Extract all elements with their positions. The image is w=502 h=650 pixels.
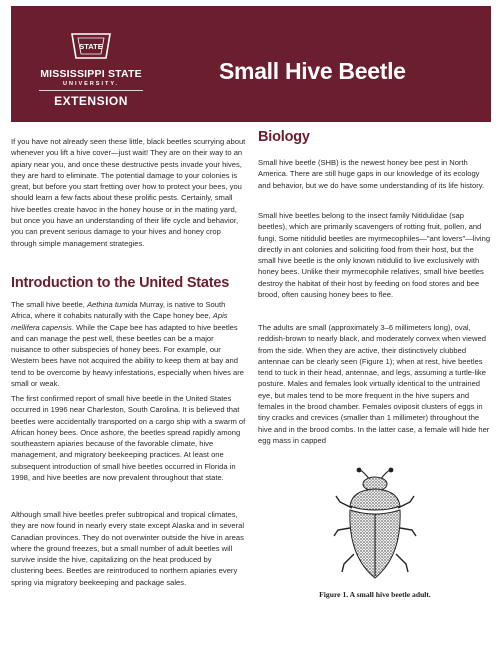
header-banner	[0, 0, 502, 126]
taxonomy-paragraph: Small hive beetles belong to the insect family Nitidulidae (sap beetles), which are primarily scavengers of rotting fruit, pollen, and fungi. Some nitidulid beetles are myrmecophiles—"ant lovers"—living directly in ant colonies and soliciting food from their host, but the small hive beetle is the only known nitidulid to live exclusively with honey bees. Unlike their myrmecophile relatives, small hive beetles destroy the habitat of their host by feeding on food stores and bee brood, often causing honey bees to flee.	[258, 211, 491, 300]
msu-logo-icon	[68, 32, 114, 60]
figure-caption: Figure 1. A small hive beetle adult.	[319, 590, 431, 599]
document-title: Small Hive Beetle	[219, 58, 406, 84]
beetle-illustration-icon	[330, 466, 420, 586]
intro-us-heading: Introduction to the United States	[11, 275, 230, 291]
header-background	[11, 6, 491, 122]
logo-university-text: UNIVERSITY.	[63, 81, 119, 87]
intro-paragraph: If you have not already seen these little, black beetles scurrying about whenever you lift a hive cover—just wait! They are on their way to an apiary near you, and once these destructive pests invade your hives, they are hard to eliminate. The potential damage to your colonies is great, but before you start fretting over how to protect your bees, you should learn a few facts about these prolific pests. Certainly, small hive beetles create havoc in the honey house or in the mating yard, but once you have an understanding of their life cycle and behavior, you can prevent serious damage to your hives and honey crop through simple management strategies.	[11, 137, 246, 248]
us-report-paragraph: The first confirmed report of small hive beetle in the United States occurred in 1996 near Charleston, South Carolina. It is believed that beetles were accidentally transported on a cargo ship with a swarm of African honey bees. Once ashore, the beetles spread rapidly among southeastern apiaries because of the favorable climate, hive management, and migratory beekeeping practices. At least one subsequent introduction of small hive beetles occurred in Florida in 1998, and hive beetles are now prevalent throughout that state.	[11, 394, 246, 483]
origin-paragraph	[11, 299, 246, 389]
msu-extension-logo	[31, 32, 151, 112]
logo-extension-text: EXTENSION	[54, 94, 128, 108]
beetle-figure	[330, 466, 420, 586]
origin-text-a: The small hive beetle,	[11, 300, 87, 309]
logo-mark-text: STATE	[79, 42, 103, 51]
biology-heading: Biology	[258, 129, 310, 145]
logo-state-text: MISSISSIPPI STATE	[40, 68, 142, 80]
logo-divider	[39, 90, 143, 91]
climate-paragraph: Although small hive beetles prefer subtropical and tropical climates, they are now found in nearly every state except Alaska and in several Canadian provinces. They do not overwinter outside the hive in areas where the ground freezes, but a small number of adult beetles will survive inside the hive, capitalizing on the heat produced by clustering bees. Beetles are reintroduced to northern apiaries every spring via migratory beekeeping and package sales.	[11, 510, 245, 587]
adult-description-paragraph: The adults are small (approximately 3–6 millimeters long), oval, reddish-brown to nearly black, and moderately convex when viewed from the side. When they are active, their distinctively clubbed antennae can be clearly seen (Figure 1); when at rest, hive beetles tend to tuck in their head, antennae, and legs, assuming a turtle-like posture. Males and females look virtually identical to the untrained eye, but males tend to be more frequent in the hive supers and females in the brood chamber. Females oviposit clusters of eggs in tiny cracks and crevices (smaller than 1 millimeter) throughout the hive and in the brood combs. In the latter case, a female will hide her egg mass in capped	[258, 323, 490, 445]
biology-intro-paragraph: Small hive beetle (SHB) is the newest honey bee pest in North America. There are still huge gaps in our knowledge of its ecology and behavior, but we do have some understanding of its life history.	[258, 158, 485, 190]
species-name: Aethina tumida	[86, 300, 138, 309]
origin-text-c: . While the Cape bee has adapted to hive beetles and can manage the pest well, these beetles can be a major nuisance to other subspecies of honey bees. For example, our Western bees have not acquired the ability to keep them at bay and tend to be overcome by heavy infestations, especially when hives are small or weak.	[11, 322, 245, 389]
origin-text-b: Murray, is native to South Africa, where it cohabits naturally with the Cape honey bee,	[11, 300, 226, 321]
bee-species-name: Apis mellifera capensis	[11, 311, 228, 332]
